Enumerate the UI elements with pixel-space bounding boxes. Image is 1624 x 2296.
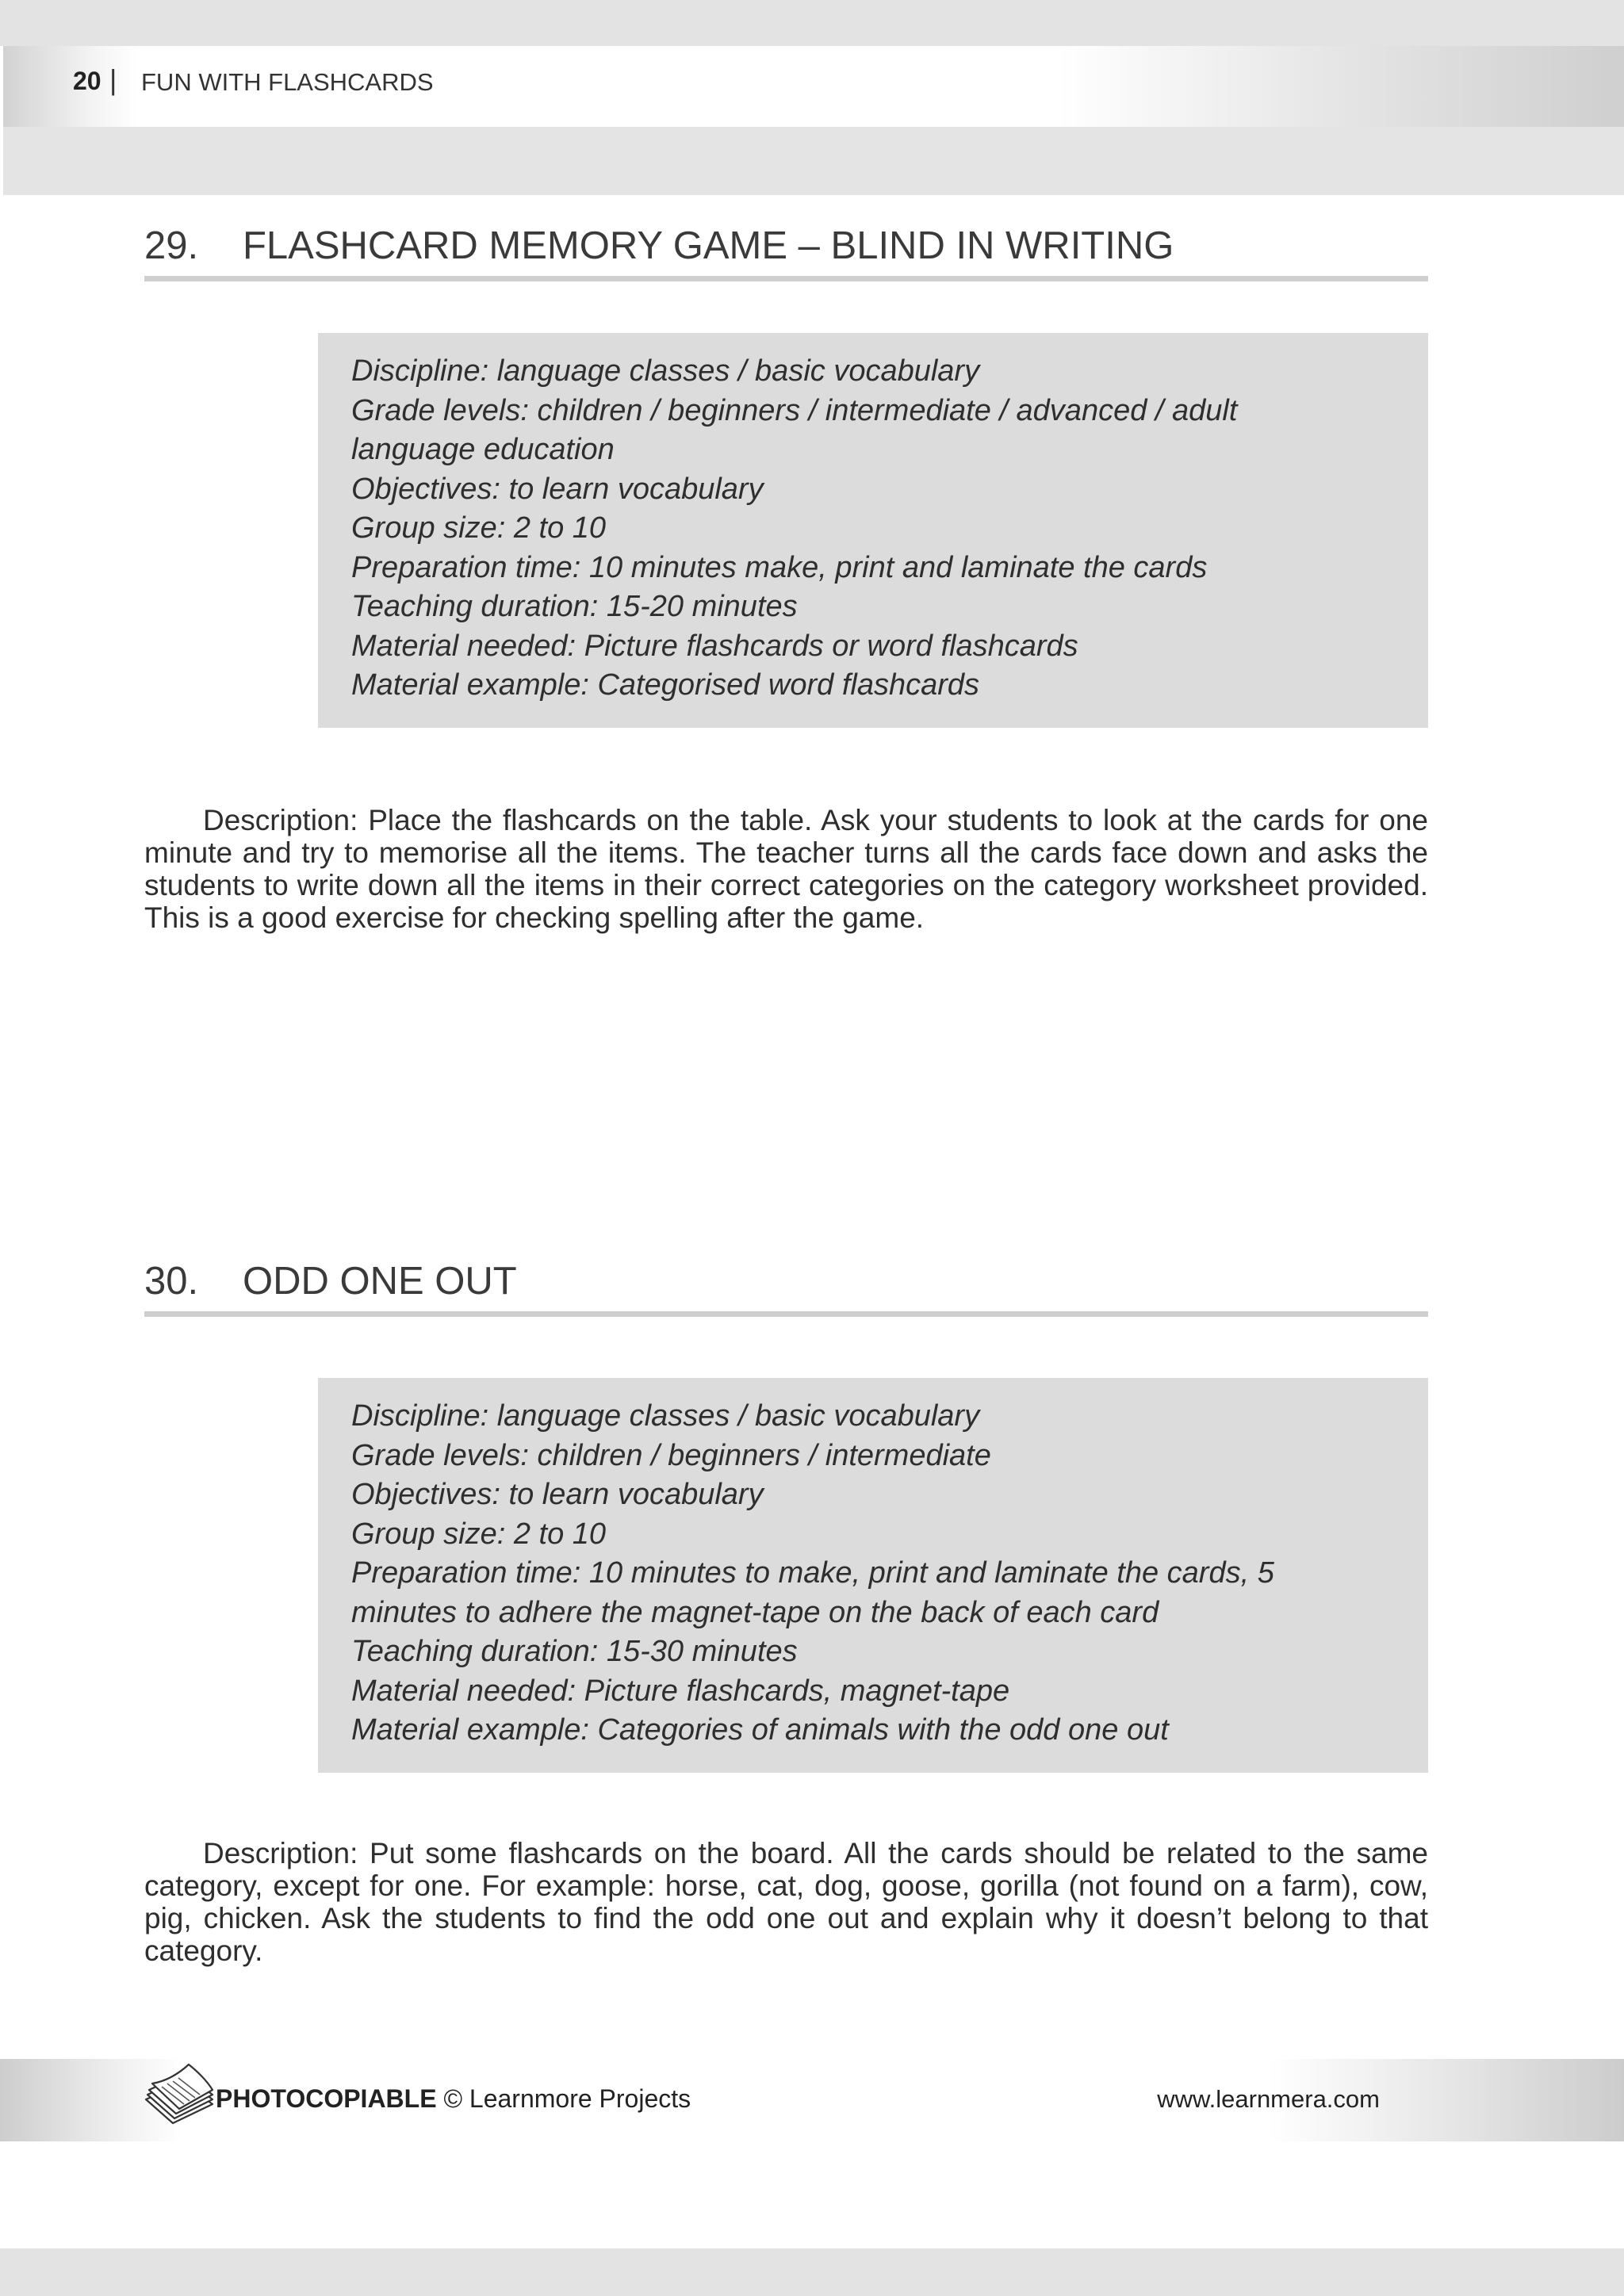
header-shade [3,127,1624,195]
activity-info-box [318,333,1428,728]
section-title: FLASHCARD MEMORY GAME – BLIND IN WRITING [243,224,1174,267]
running-title: FUN WITH FLASHCARDS [141,68,434,96]
info-line: Teaching duration: 15-30 minutes [351,1635,798,1668]
info-line: Material needed: Picture flashcards or word flashcards [351,629,1078,663]
info-line: Objectives: to learn vocabulary [351,1478,764,1511]
section-number: 29. [144,224,199,267]
info-line: Preparation time: 10 minutes to make, print and laminate the cards, 5 [351,1556,1274,1590]
activity-description: Description: Place the flashcards on the table. Ask your students to look at the cards for one minute and try to memorise all the items. The teacher turns all the cards face down and asks the students to write down all the items in their correct categories on the category worksheet provided. This is a good exercise for checking spelling after the game. [144,804,1428,934]
section-heading [144,224,1428,281]
footer-website: www.learnmera.com [1157,2085,1380,2113]
info-line: Material example: Categories of animals with the odd one out [351,1713,1169,1747]
papers-icon [141,2060,216,2128]
activity-info-box [318,1378,1428,1773]
info-line: Grade levels: children / beginners / intermediate / advanced / adult [351,393,1238,427]
section-number: 30. [144,1260,199,1303]
top-margin-strip [0,0,1624,46]
info-line: Discipline: language classes / basic vocabulary [351,1399,980,1433]
page-number: 20 [73,67,102,95]
section-title: ODD ONE OUT [243,1260,517,1303]
info-line: language education [351,433,615,466]
info-line: Teaching duration: 15-20 minutes [351,590,798,623]
bottom-margin-strip [0,2248,1624,2296]
info-line: Grade levels: children / beginners / intermediate [351,1438,991,1472]
info-line: Material example: Categorised word flashcards [351,668,980,702]
info-line: Material needed: Picture flashcards, magnet-tape [351,1674,1010,1708]
footer-copyright [216,2084,691,2114]
header-separator: | [109,63,117,96]
info-line: Objectives: to learn vocabulary [351,472,764,506]
activity-description: Description: Put some flashcards on the board. All the cards should be related to the same category, except for one. For example: horse, cat, dog, goose, gorilla (not found on a farm), cow, pig, chicken. Ask the students to find the odd one out and explain why it doesn’t belong to that category. [144,1837,1428,1967]
info-line: Discipline: language classes / basic vocabulary [351,354,980,388]
info-line: Preparation time: 10 minutes make, print and laminate the cards [351,550,1208,584]
section-heading [144,1259,1428,1317]
info-line: minutes to adhere the magnet-tape on the back of each card [351,1595,1159,1629]
photocopiable-label: PHOTOCOPIABLE [216,2084,437,2113]
info-line: Group size: 2 to 10 [351,1517,607,1551]
copyright-text: © Learnmore Projects [443,2084,691,2113]
info-line: Group size: 2 to 10 [351,511,607,545]
